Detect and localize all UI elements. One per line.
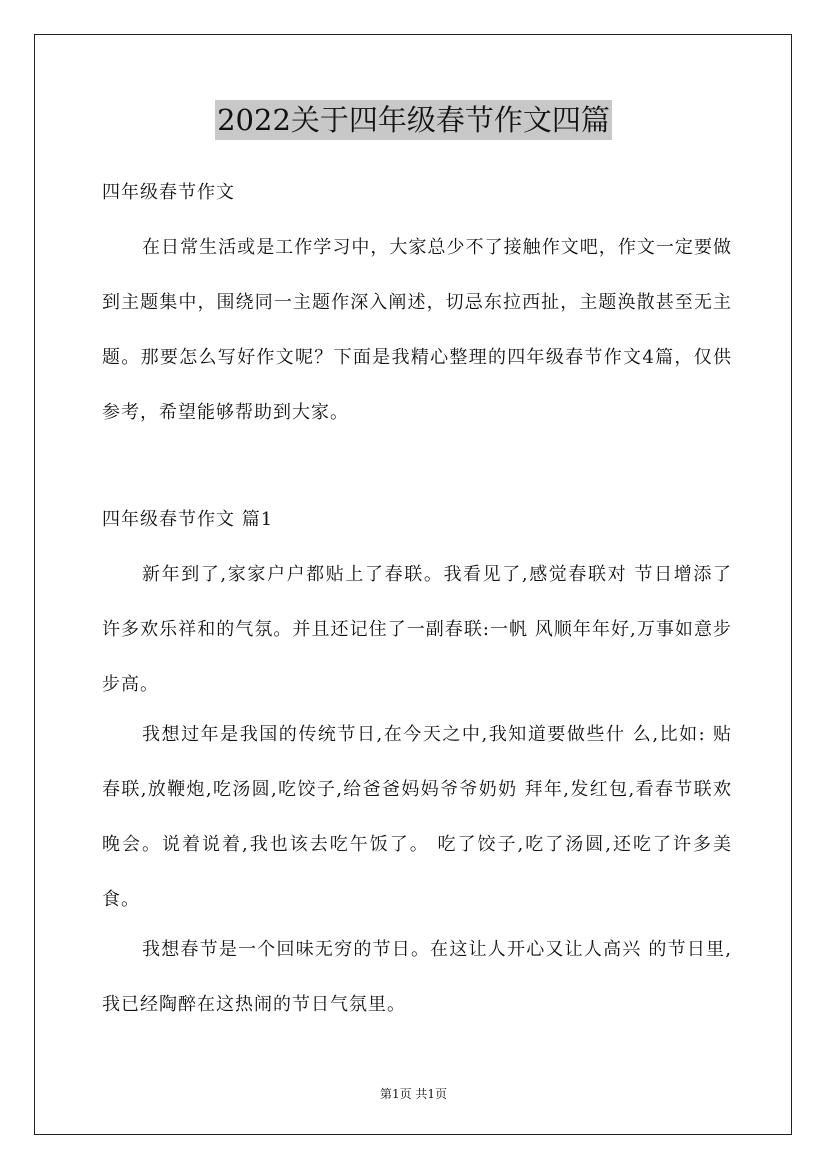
- essay-heading: 四年级春节作文 篇1: [102, 509, 274, 530]
- section-heading: 四年级春节作文: [102, 182, 235, 203]
- document-title: 2022关于四年级春节作文四篇: [215, 100, 612, 140]
- essay-paragraph-2: 我想过年是我国的传统节日,在今天之中,我知道要做些什 么,比如: 贴春联,放鞭炮,吃汤圆,吃饺子,给爸爸妈妈爷爷奶奶 拜年,发红包,看春节联欢晚会。说着说着,我也该去吃午饭了。 吃了饺子,吃了汤圆,还吃了许多美食。: [102, 724, 732, 910]
- title-container: [0, 100, 827, 140]
- page-footer: 第1页 共1页: [379, 1087, 448, 1101]
- essay-paragraph-1: 新年到了,家家户户都贴上了春联。我看见了,感觉春联对 节日增添了许多欢乐祥和的气氛。并且还记住了一副春联:一帆 风顺年年好,万事如意步步高。: [102, 564, 732, 695]
- intro-paragraph: 在日常生活或是工作学习中，大家总少不了接触作文吧，作文一定要做到主题集中，围绕同一主题作深入阐述，切忌东拉西扯，主题涣散甚至无主题。那要怎么写好作文呢？下面是我精心整理的四年级春节作文4篇，仅供参考，希望能够帮助到大家。: [102, 237, 732, 423]
- essay-paragraph-3: 我想春节是一个回味无穷的节日。在这让人开心又让人高兴 的节日里,我已经陶醉在这热闹的节日气氛里。: [102, 939, 732, 1015]
